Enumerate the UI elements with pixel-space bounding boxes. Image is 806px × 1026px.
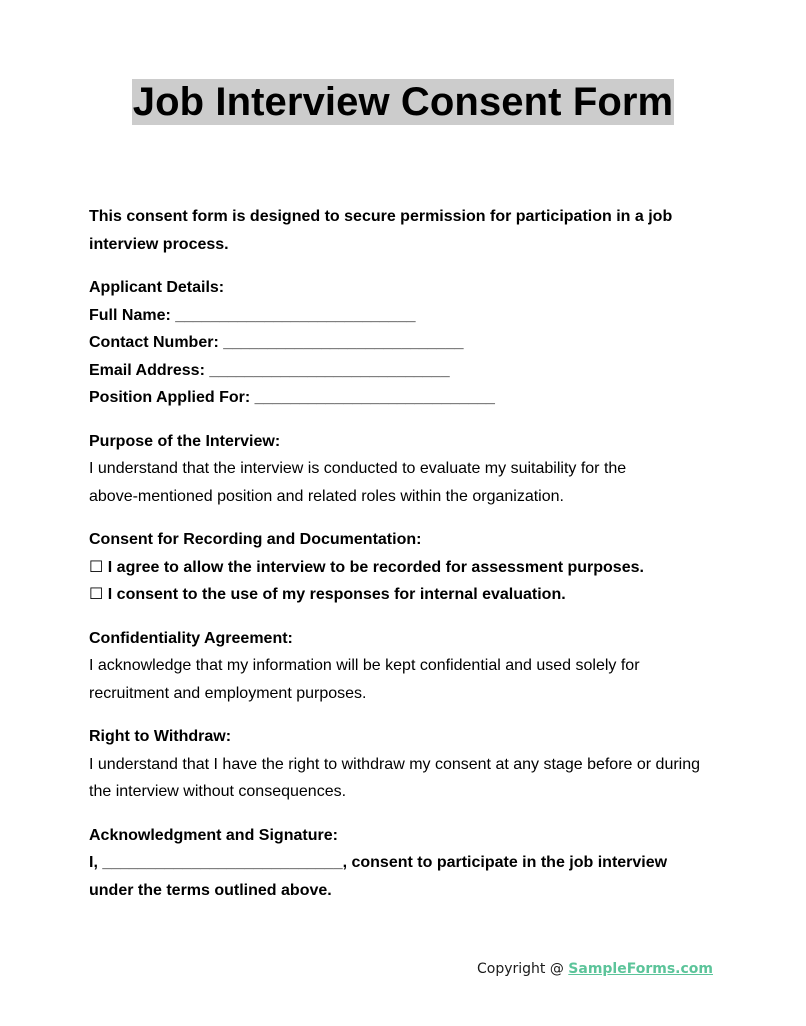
signature-line[interactable]: I, ___________________________, consent to participate in the job interview: [89, 854, 668, 871]
consent-heading: Consent for Recording and Documentation:: [89, 531, 422, 548]
acknowledgment-heading: Acknowledgment and Signature:: [89, 826, 338, 844]
position-field[interactable]: Position Applied For: ___________________________: [89, 389, 495, 406]
full-name-field[interactable]: Full Name: ___________________________: [89, 306, 416, 324]
purpose-heading: Purpose of the Interview:: [89, 432, 281, 450]
purpose-line: above-mentioned position and related roles within the organization.: [89, 487, 564, 505]
confidentiality-section: [89, 625, 714, 708]
title-wrapper: [0, 79, 806, 125]
purpose-line: I understand that the interview is conducted to evaluate my suitability for the: [89, 460, 627, 477]
brand-link[interactable]: SampleForms.com: [568, 961, 713, 977]
intro-paragraph: [89, 203, 714, 258]
withdraw-heading: Right to Withdraw:: [89, 728, 232, 745]
page-title: Job Interview Consent Form: [132, 80, 674, 124]
consent-section: [89, 526, 714, 609]
acknowledgment-line: under the terms outlined above.: [89, 881, 332, 899]
withdraw-section: [89, 723, 714, 806]
contact-number-field[interactable]: Contact Number: ___________________________: [89, 334, 464, 351]
email-address-field[interactable]: Email Address: ___________________________: [89, 361, 450, 379]
consent-recording-checkbox[interactable]: ☐ I agree to allow the interview to be recorded for assessment purposes.: [89, 558, 644, 576]
intro-line: interview process.: [89, 235, 229, 253]
copyright-text: Copyright @: [476, 961, 569, 977]
confidentiality-line: I acknowledge that my information will be kept confidential and used solely for: [89, 657, 640, 674]
purpose-section: [89, 428, 714, 511]
acknowledgment-section: [89, 822, 714, 905]
applicant-heading: Applicant Details:: [89, 279, 225, 296]
consent-evaluation-checkbox[interactable]: ☐ I consent to the use of my responses for internal evaluation.: [89, 586, 566, 603]
footer: [477, 958, 713, 980]
applicant-section: [89, 274, 714, 412]
form-body: [89, 203, 714, 920]
withdraw-line: the interview without consequences.: [89, 783, 347, 800]
intro-line: This consent form is designed to secure permission for participation in a job: [89, 208, 673, 225]
confidentiality-line: recruitment and employment purposes.: [89, 684, 367, 702]
confidentiality-heading: Confidentiality Agreement:: [89, 629, 293, 647]
withdraw-line: I understand that I have the right to withdraw my consent at any stage before or during: [89, 755, 701, 773]
